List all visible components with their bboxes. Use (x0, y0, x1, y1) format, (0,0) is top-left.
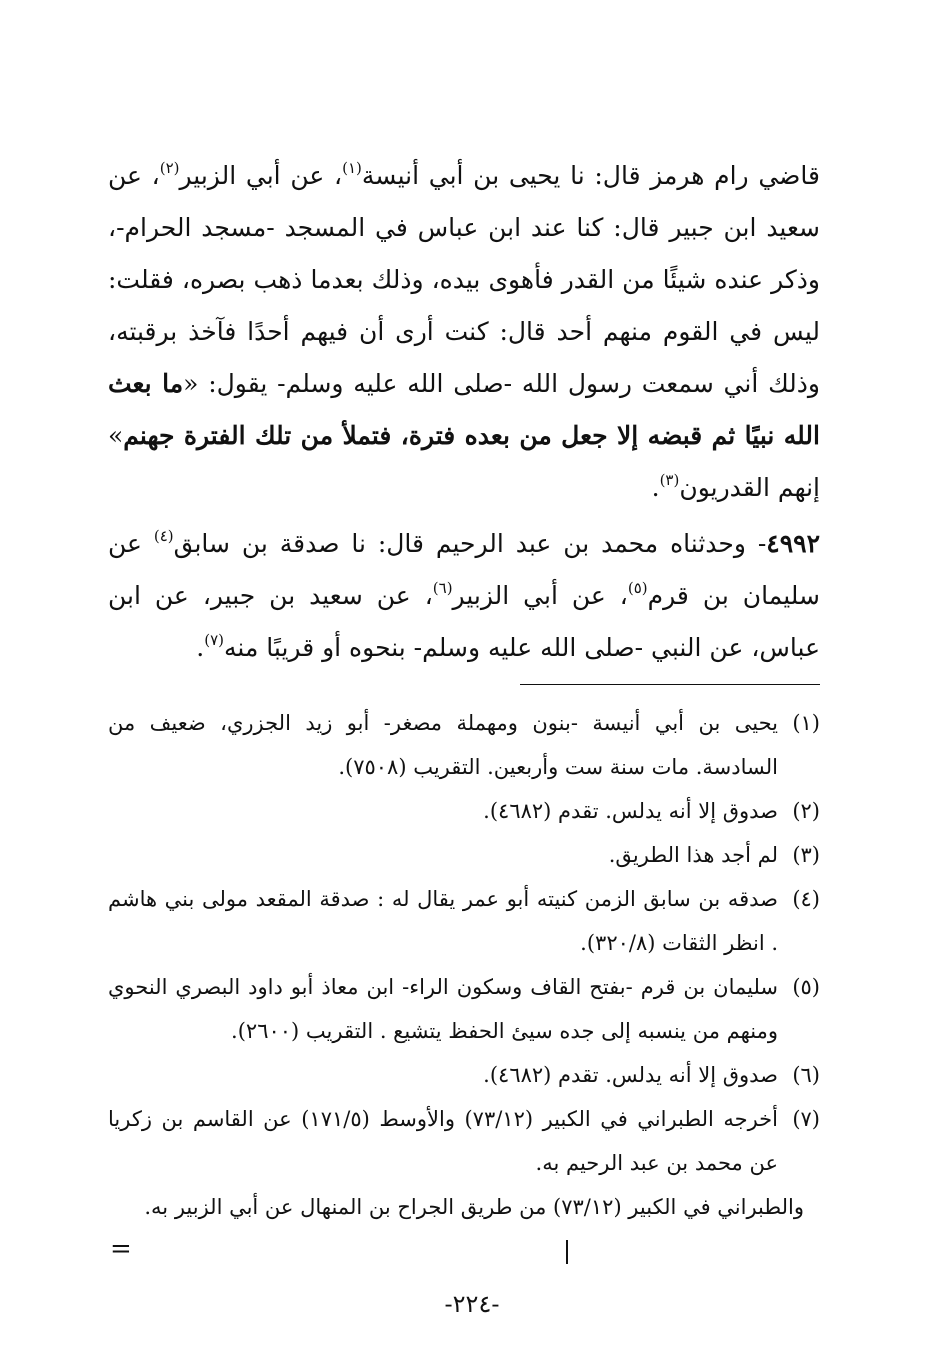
continuation-marks (0, 1236, 944, 1276)
footnote-text: يحيى بن أبي أنيسة -بنون ومهملة مصغر- أبو زيد الجزري، ضعيف من السادسة. مات سنة ست وأربعين. التقريب (٧٥٠٨). (108, 711, 778, 779)
footnotes-section (108, 701, 820, 1229)
footnote-text: صدوق إلا أنه يدلس. تقدم (٤٦٨٢). (483, 799, 778, 823)
text-segment: . (196, 633, 205, 662)
footnote-2 (108, 789, 820, 833)
footnote-text: سليمان بن قرم -بفتح القاف وسكون الراء- ابن معاذ أبو داود البصري النحوي ومنهم من ينسبه إلى جده سيئ الحفظ يتشيع . التقريب (٢٦٠٠). (108, 975, 778, 1043)
footnote-7-continuation: والطبراني في الكبير (٧٣/١٢) من طريق الجراح بن المنهال عن أبي الزبير به. (144, 1195, 804, 1219)
footnote-6 (108, 1053, 820, 1097)
footnote-number: (١) (792, 711, 820, 735)
continuation-sign: = (110, 1234, 132, 1264)
footnote-4 (108, 877, 820, 965)
footnote-ref-4[interactable]: (٤) (153, 527, 174, 545)
footnote-number: (٤) (792, 887, 820, 911)
text-segment: ، عن سعيد بن جبير، عن ابن عباس، عن النبي -صلى الله عليه وسلم- بنحوه أو قريبًا منه (108, 581, 820, 662)
main-paragraph-2 (108, 518, 820, 674)
footnote-text: صدقه بن سابق الزمن كنيته أبو عمر يقال له : صدقة المقعد مولى بني هاشم . انظر الثقات (٣٢٠/٨). (108, 887, 778, 955)
footnote-number: (٧) (792, 1107, 820, 1131)
footnote-3 (108, 833, 820, 877)
footnote-number: (٥) (792, 975, 820, 999)
text-segment: . (651, 473, 660, 502)
page-center-mark (566, 1240, 568, 1264)
footnote-ref-1[interactable]: (١) (342, 159, 362, 177)
footnote-ref-6[interactable]: (٦) (432, 579, 453, 597)
footnote-ref-2[interactable]: (٢) (159, 159, 180, 177)
text-segment: عن سليمان بن قرم (108, 529, 820, 610)
footnote-text: صدوق إلا أنه يدلس. تقدم (٤٦٨٢). (483, 1063, 778, 1087)
hadith-quote: ما بعث الله نبيًا ثم قبضه إلا جعل من بعده فترة، فتملأ من تلك الفترة جهنم (108, 369, 820, 450)
footnote-5 (108, 965, 820, 1053)
text-segment: ، عن أبي الزبير (452, 581, 628, 610)
footnote-separator (520, 684, 820, 685)
text-segment: ، عن سعيد ابن جبير قال: كنا عند ابن عباس في المسجد -مسجد الحرام-، وذكر عنده شيئًا من القدر فأهوى بيده، وذلك بعدما ذهب بصره، فقلت: ليس في القوم منهم أحد قال: كنت أرى أن فيهم أحدًا فآخذ برقبته، وذلك أني سمعت رسول الله -صلى الله عليه وسلم- يقول: « (108, 161, 820, 398)
page-number: -٢٢٤- (444, 1290, 500, 1318)
hadith-number: ٤٩٩٢ (766, 529, 820, 558)
footnote-ref-7[interactable]: (٧) (204, 631, 224, 649)
text-segment: - وحدثناه محمد بن عبد الرحيم قال: نا صدقة بن سابق (173, 529, 767, 558)
text-segment: ، عن أبي الزبير (179, 161, 343, 190)
footnote-number: (٣) (792, 843, 820, 867)
footnote-text: لم أجد هذا الطريق. (608, 843, 778, 867)
text-segment: قاضي رام هرمز قال: نا يحيى بن أبي أنيسة (361, 161, 820, 190)
footnote-7 (108, 1097, 820, 1185)
main-paragraph-1 (108, 150, 820, 514)
footnote-number: (٢) (792, 799, 820, 823)
footnote-1 (108, 701, 820, 789)
footnote-text: أخرجه الطبراني في الكبير (٧٣/١٢) والأوسط (١٧١/٥) عن القاسم بن زكريا عن محمد بن عبد الرحيم به. (108, 1107, 778, 1175)
footnote-number: (٦) (792, 1063, 820, 1087)
footnote-ref-5[interactable]: (٥) (627, 579, 648, 597)
text-segment: » إنهم القدريون (108, 421, 820, 502)
footnote-ref-3[interactable]: (٣) (659, 471, 680, 489)
page-content (108, 150, 820, 1229)
